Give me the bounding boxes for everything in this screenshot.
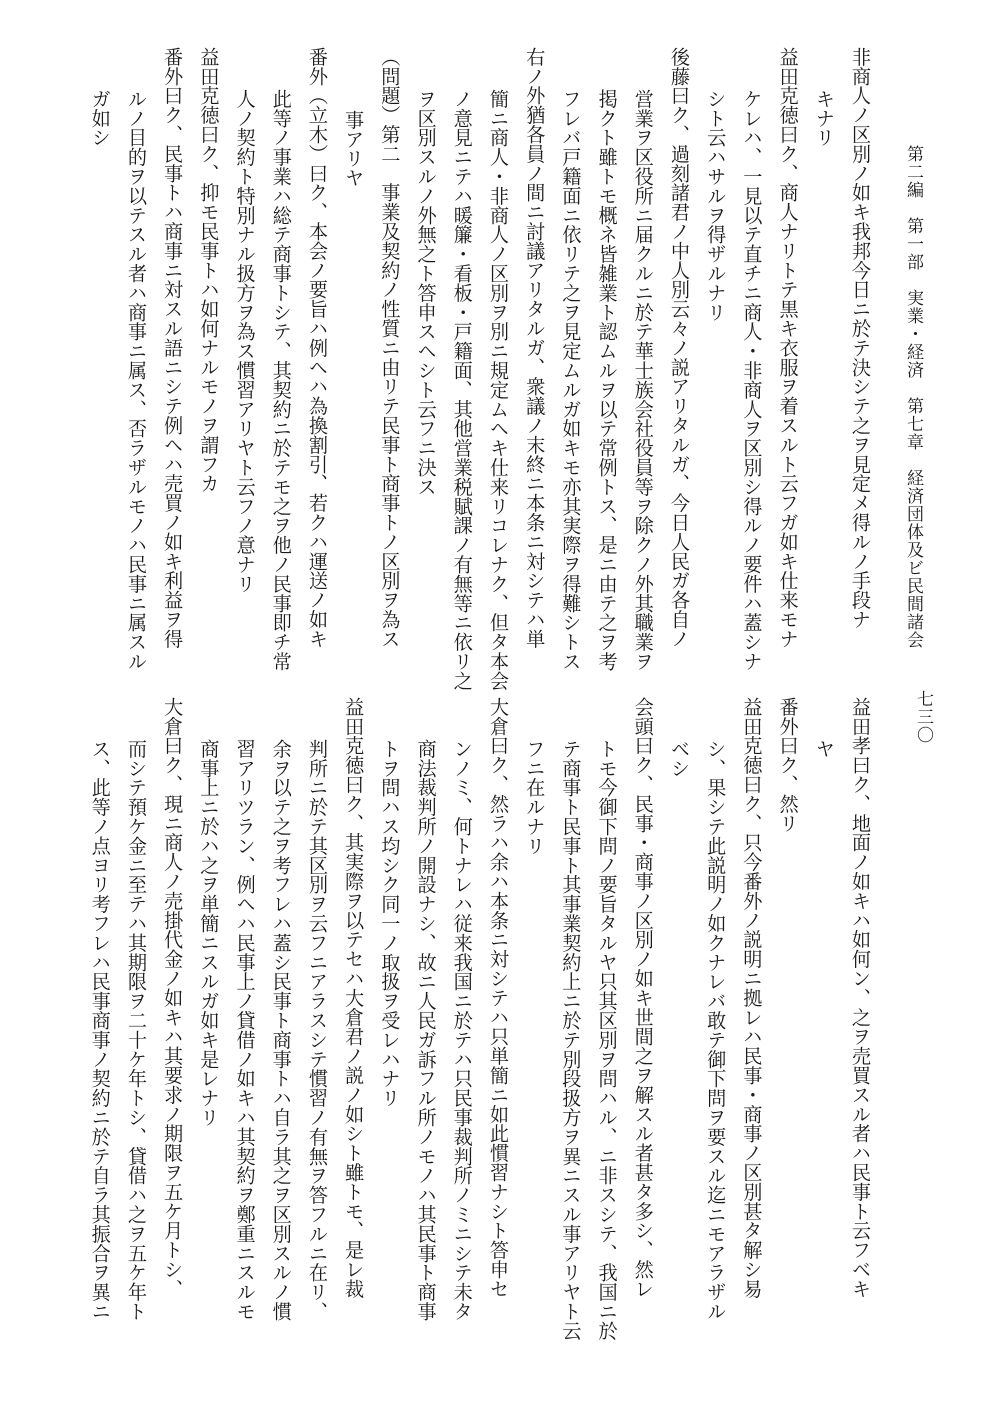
text-line: 後藤曰ク、過刻諸君ノ中人別云々ノ説アリタルガ、今日人民ガ各自ノ — [667, 47, 691, 649]
text-line: テ商事ト民事ト其事業契約上ニ於テ別段扱方ヲ異ニスル事アリヤト云 — [559, 739, 583, 1341]
text-line: 商法裁判所ノ開設ナシ、故ニ人民ガ訴フル所ノモノハ其民事ト商事 — [414, 739, 438, 1322]
text-line: 此等ノ事業ハ総テ商事トシテ、其契約ニ於テモ之ヲ他ノ民事即チ常 — [269, 89, 293, 672]
text-line: 益田克徳曰ク、其実際ヲ以テセハ大倉君ノ説ノ如シト雖トモ、是レ裁 — [342, 697, 366, 1299]
text-line: 益田克徳曰ク、商人ナリトテ黒キ衣服ヲ着スルト云フガ如キ仕来モナ — [776, 47, 800, 649]
text-line: シト云ハサルヲ得ザルナリ — [704, 89, 728, 323]
text-line: （問題）第二 事業及契約ノ性質ニ由リテ民事ト商事トノ区別ヲ為ス — [378, 47, 402, 649]
text-line: 右ノ外猶各員ノ間ニ討議アリタルガ、衆議ノ末終ニ本条ニ対シテハ単 — [523, 47, 547, 649]
text-line: 非商人ノ区別ノ如キ我邦今日ニ於テ決シテ之ヲ見定メ得ルノ手段ナ — [849, 47, 872, 629]
text-line: 判所ニ於テ其区別ヲ云フニアラスシテ慣習ノ有無ヲ答フルニ在リ、 — [305, 739, 329, 1322]
text-line: ケレハ、一見以テ直チニ商人・非商人ヲ区別シ得ルノ要件ハ蓋シナ — [740, 89, 764, 672]
text-line: フレバ戸籍面ニ依リテ之ヲ見定ムルガ如キモ亦其実際ヲ得難シトス — [559, 89, 583, 672]
text-line: ス、此等ノ点ヨリ考フレハ民事商事ノ契約ニ於テ自ラ其振合ヲ異ニ — [88, 739, 112, 1322]
text-line: キナリ — [812, 89, 836, 148]
text-line: 大倉曰ク、現ニ商人ノ売掛代金ノ如キハ其要求ノ期限ヲ五ケ月トシ、 — [161, 697, 185, 1299]
text-line: 余ヲ以テ之ヲ考フレハ蓋シ民事ト商事トハ自ラ其之ヲ区別スルノ慣 — [269, 739, 293, 1322]
text-line: 益田孝曰ク、地面ノ如キハ如何ン、之ヲ売買スル者ハ民事ト云フベキ — [849, 697, 872, 1299]
text-line: ヤ — [812, 739, 836, 759]
text-line: ルノ目的ヲ以テスル者ハ商事ニ属ス、否ラザルモノハ民事ニ属スル — [124, 89, 148, 672]
text-line: ヲ区別スルノ外無之ト答申スヘシト云フニ決ス — [414, 89, 438, 497]
text-line: 益田克徳曰ク、只今番外ノ説明ニ拠レハ民事・商事ノ区別甚タ解シ易 — [740, 697, 764, 1299]
text-line: 営業ヲ区役所ニ届クルニ於テ華士族会社役員等ヲ除クノ外其職業ヲ — [631, 89, 655, 672]
text-line: 益田克徳曰ク、抑モ民事トハ如何ナルモノヲ謂フカ — [197, 47, 221, 494]
text-line: 大倉曰ク、然ラハ余ハ本条ニ対シテハ只単簡ニ如此慣習ナシト答申セ — [486, 697, 510, 1299]
text-line: 人ノ契約ト特別ナル扱方ヲ為ス慣習アリヤト云フノ意ナリ — [233, 89, 257, 594]
text-line: 番外曰ク、民事トハ商事ニ対スル語ニシテ例ヘハ売買ノ如キ利益ヲ得 — [161, 47, 185, 649]
text-line: 事アリヤ — [342, 110, 366, 188]
text-line: トヲ問ハス均シク同一ノ取扱ヲ受レハナリ — [378, 739, 402, 1108]
text-line: 会頭曰ク、民事・商事ノ区別ノ如キ世間之ヲ解スル者甚タ多シ、然レ — [631, 697, 655, 1299]
text-line: 商事上ニ於ハ之ヲ単簡ニスルガ如キ是レナリ — [197, 739, 221, 1128]
text-line: 習アリツラン、例ヘハ民事上ノ貸借ノ如キハ其契約ヲ鄭重ニスルモ — [233, 739, 257, 1322]
text-line: 而シテ預ケ金ニ至テハ其期限ヲ二十ケ年トシ、貸借ハ之ヲ五ケ年ト — [124, 739, 148, 1322]
page-number: 七三〇 — [913, 690, 933, 744]
text-line: 番外（立木）曰ク、本会ノ要旨ハ例ヘハ為換割引、若クハ運送ノ如キ — [305, 47, 329, 649]
upper-text-block — [78, 47, 878, 691]
text-line: 掲クト雖トモ概ネ皆雑業ト認ムルヲ以テ常例トス、是ニ由テ之ヲ考 — [595, 89, 619, 672]
text-line: フニ在ルナリ — [523, 739, 547, 856]
lower-text-block — [78, 697, 878, 1341]
text-line: ガ如シ — [88, 89, 112, 148]
text-line: 簡ニ商人・非商人ノ区別ヲ別ニ規定ムヘキ仕来リコレナク、但タ本会 — [486, 89, 510, 691]
text-line: ベシ — [667, 739, 691, 779]
text-line: 番外曰ク、然リ — [776, 697, 800, 833]
text-line: シ、果シテ此説明ノ如クナレバ敢テ御下問ヲ要スル迄ニモアラザル — [704, 739, 728, 1322]
text-line: ノ意見ニテハ暖簾・看板・戸籍面、其他営業税賦課ノ有無等ニ依リ之 — [450, 89, 474, 691]
text-line: トモ今御下問ノ要旨タルヤ只其区別ヲ問ハル、ニ非スシテ、我国ニ於 — [595, 739, 619, 1341]
text-line: ンノミ、何トナレハ従来我国ニ於テハ只民事裁判所ノミニシテ未タ — [450, 739, 474, 1322]
running-head: 第二編 第一部 実業・経済 第七章 経済団体及ビ民間諸会 — [903, 145, 923, 649]
